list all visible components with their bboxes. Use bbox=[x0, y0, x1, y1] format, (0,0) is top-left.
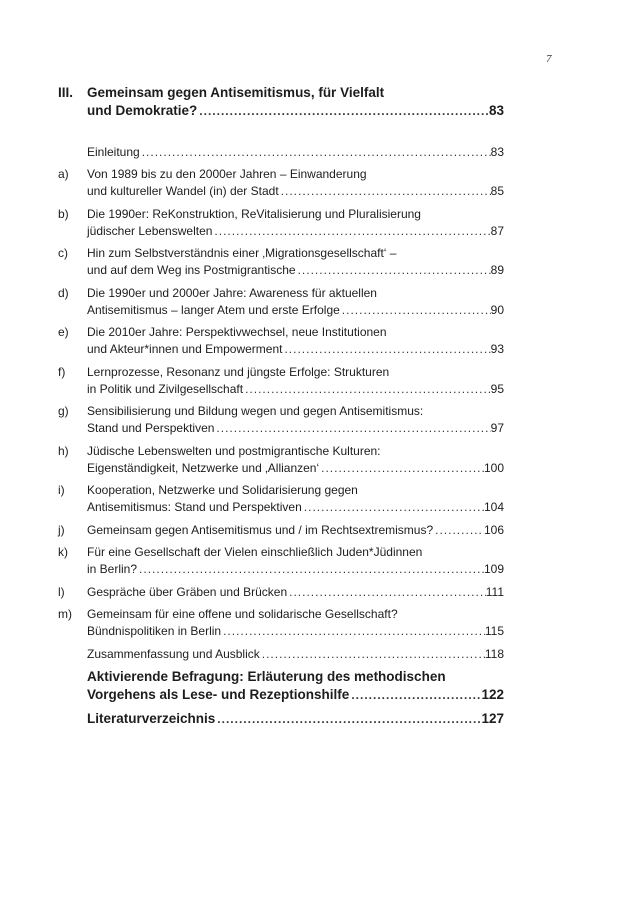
toc-page-number: 93 bbox=[490, 342, 504, 356]
toc-entry[interactable] bbox=[58, 324, 504, 358]
leader-dots bbox=[243, 381, 491, 398]
toc-entry-title: Gemeinsam gegen Antisemitismus und / im Rechtsextremismus? bbox=[87, 522, 434, 537]
toc-entry-title: in Politik und Zivilgesellschaft bbox=[87, 381, 244, 396]
toc-entry-title-line bbox=[87, 561, 504, 578]
toc-entry-title: Bündnispolitiken in Berlin bbox=[87, 624, 222, 638]
toc-page-number: 90 bbox=[490, 302, 504, 317]
toc-entry-marker: b) bbox=[58, 206, 69, 221]
toc-entry-title: Stand und Perspektiven bbox=[87, 421, 215, 435]
toc-entry-title: Die 2010er Jahre: Perspektivwechsel, neue Institutionen bbox=[87, 325, 387, 339]
toc-entry-title-line bbox=[87, 686, 504, 704]
toc-entry-line bbox=[58, 84, 504, 102]
leader-dots bbox=[215, 710, 481, 728]
toc-entry-line bbox=[58, 262, 504, 279]
toc-entry-line bbox=[58, 144, 504, 161]
toc-entry-line bbox=[58, 482, 504, 499]
toc-page-number: 109 bbox=[483, 562, 504, 576]
toc-entry-title-line bbox=[87, 381, 504, 398]
toc-entry-line bbox=[58, 403, 504, 420]
toc-entry-title: Die 1990er: ReKonstruktion, ReVitalisierung und Pluralisierung bbox=[87, 206, 421, 221]
toc-entry-marker: k) bbox=[58, 545, 68, 559]
leader-dots bbox=[349, 686, 481, 704]
leader-dots bbox=[340, 302, 491, 319]
leader-dots bbox=[137, 561, 484, 578]
toc-entry[interactable] bbox=[58, 482, 504, 516]
toc-entry-title: und Akteur*innen und Empowerment bbox=[87, 342, 283, 356]
toc-entry-title: Aktivierende Befragung: Erläuterung des methodischen bbox=[87, 669, 446, 684]
toc-entry[interactable] bbox=[58, 646, 504, 663]
toc-entry-line bbox=[58, 381, 504, 398]
leader-dots bbox=[319, 460, 484, 477]
toc-page-number: 118 bbox=[484, 646, 504, 661]
leader-dots bbox=[212, 223, 490, 240]
leader-dots bbox=[287, 584, 486, 601]
toc-entry-marker: a) bbox=[58, 167, 69, 181]
toc-page-number: 111 bbox=[485, 584, 504, 599]
toc-entry[interactable] bbox=[58, 245, 504, 279]
toc-entry-line bbox=[58, 302, 504, 319]
toc-entry-title-line bbox=[87, 499, 504, 516]
leader-dots bbox=[221, 623, 485, 640]
toc-entry-line bbox=[58, 606, 504, 623]
toc-page-number: 100 bbox=[483, 460, 504, 475]
toc-entry-title-line bbox=[87, 144, 504, 161]
toc-entry-marker: c) bbox=[58, 246, 68, 260]
toc-page-number: 83 bbox=[490, 145, 504, 159]
toc-entry-title: Einleitung bbox=[87, 145, 140, 159]
toc-entry[interactable] bbox=[58, 403, 504, 437]
toc-entry-line bbox=[58, 710, 504, 728]
toc-page-number: 89 bbox=[490, 263, 504, 277]
toc-entry-title: Für eine Gesellschaft der Vielen einschließlich Juden*Jüdinnen bbox=[87, 545, 423, 559]
toc-entry-title: und Demokratie? bbox=[87, 103, 198, 118]
toc-entry-title: Literaturverzeichnis bbox=[87, 710, 216, 726]
toc-entry-marker: l) bbox=[58, 584, 65, 599]
toc-entry-line bbox=[58, 686, 504, 704]
toc-entry-title-line bbox=[87, 584, 504, 601]
toc-entry-line bbox=[58, 561, 504, 578]
toc-entry-line bbox=[58, 623, 504, 640]
toc-entry[interactable] bbox=[58, 364, 504, 398]
toc-entry[interactable] bbox=[58, 668, 504, 704]
toc-spacer bbox=[58, 120, 504, 144]
toc-page-number: 87 bbox=[490, 223, 504, 238]
toc-entry-line bbox=[58, 223, 504, 240]
toc-entry-title: Gespräche über Gräben und Brücken bbox=[87, 584, 288, 599]
toc-page-number: 127 bbox=[481, 710, 504, 726]
toc-page-number: 115 bbox=[484, 624, 504, 638]
toc-entry-line bbox=[58, 420, 504, 437]
toc-page-number: 95 bbox=[490, 381, 504, 396]
toc-entry-line bbox=[58, 102, 504, 120]
toc-entry-title: Zusammenfassung und Ausblick bbox=[87, 646, 260, 661]
toc-entry-line bbox=[58, 245, 504, 262]
toc-entry-line bbox=[58, 499, 504, 516]
toc-entry[interactable] bbox=[58, 710, 504, 728]
toc-entry[interactable] bbox=[58, 544, 504, 578]
toc-entry[interactable] bbox=[58, 606, 504, 640]
leader-dots bbox=[282, 341, 490, 358]
page-number: 7 bbox=[546, 53, 552, 65]
toc-page-number: 85 bbox=[490, 184, 504, 198]
toc-entry-title-line bbox=[87, 710, 504, 728]
toc-entry-line bbox=[58, 285, 504, 302]
toc-entry-title: und auf dem Weg ins Postmigrantische bbox=[87, 263, 296, 277]
toc-entry-marker: i) bbox=[58, 483, 65, 497]
toc-entry-title: Sensibilisierung und Bildung wegen und gegen Antisemitismus: bbox=[87, 404, 424, 418]
toc-entry-marker: f) bbox=[58, 364, 66, 379]
toc-page-number: 122 bbox=[481, 687, 504, 702]
table-of-contents bbox=[58, 84, 504, 728]
toc-entry-title-line bbox=[87, 420, 504, 437]
toc-entry-title: Eigenständigkeit, Netzwerke und ‚Allianzen‘ bbox=[87, 460, 320, 475]
toc-entry-line bbox=[58, 668, 504, 686]
toc-entry-title: Jüdische Lebenswelten und postmigrantische Kulturen: bbox=[87, 443, 381, 458]
toc-entry-title-line bbox=[87, 102, 504, 120]
toc-page-number: 104 bbox=[483, 500, 504, 514]
toc-entry-title: Gemeinsam gegen Antisemitismus, für Vielfalt bbox=[87, 85, 385, 100]
leader-dots bbox=[296, 262, 491, 279]
toc-entry[interactable] bbox=[58, 166, 504, 200]
toc-entry-line bbox=[58, 443, 504, 460]
toc-entry-title: Die 1990er und 2000er Jahre: Awareness für aktuellen bbox=[87, 285, 377, 300]
toc-entry[interactable] bbox=[58, 84, 504, 120]
toc-entry-marker: h) bbox=[58, 443, 69, 458]
toc-entry[interactable] bbox=[58, 285, 504, 319]
toc-entry[interactable] bbox=[58, 206, 504, 240]
toc-page-number: 83 bbox=[488, 103, 504, 118]
toc-page-number: 97 bbox=[490, 421, 504, 435]
toc-entry-line bbox=[58, 522, 504, 539]
toc-page-number: 106 bbox=[483, 522, 504, 537]
toc-entry-title-line bbox=[87, 522, 504, 539]
toc-entry-title-line bbox=[87, 623, 504, 640]
leader-dots bbox=[140, 144, 491, 161]
toc-entry-marker: g) bbox=[58, 404, 69, 418]
toc-entry-title: Antisemitismus – langer Atem und erste Erfolge bbox=[87, 302, 340, 317]
toc-entry-line bbox=[58, 460, 504, 477]
toc-entry-title-line bbox=[87, 341, 504, 358]
toc-entry-line bbox=[58, 183, 504, 200]
toc-entry-marker: m) bbox=[58, 607, 72, 621]
toc-entry-marker: j) bbox=[58, 522, 65, 537]
toc-entry-title: Antisemitismus: Stand und Perspektiven bbox=[87, 500, 302, 514]
toc-entry-title-line bbox=[87, 183, 504, 200]
toc-entry-title-line bbox=[87, 262, 504, 279]
toc-entry-title: Gemeinsam für eine offene und solidarische Gesellschaft? bbox=[87, 607, 398, 621]
toc-entry-line bbox=[58, 364, 504, 381]
toc-entry-line bbox=[58, 584, 504, 601]
toc-entry-title: und kultureller Wandel (in) der Stadt bbox=[87, 184, 279, 198]
toc-entry-title: Hin zum Selbstverständnis einer ‚Migrationsgesellschaft‘ – bbox=[87, 246, 397, 260]
toc-entry[interactable] bbox=[58, 144, 504, 161]
toc-entry-line bbox=[58, 544, 504, 561]
toc-entry-line bbox=[58, 324, 504, 341]
toc-entry-line bbox=[58, 646, 504, 663]
leader-dots bbox=[279, 183, 491, 200]
toc-entry-marker: d) bbox=[58, 285, 69, 300]
toc-entry-title: in Berlin? bbox=[87, 562, 138, 576]
leader-dots bbox=[433, 522, 484, 539]
toc-entry-title-line bbox=[87, 460, 504, 477]
toc-entry-title-line bbox=[87, 646, 504, 663]
leader-dots bbox=[260, 646, 485, 663]
toc-entry-title: Kooperation, Netzwerke und Solidarisierung gegen bbox=[87, 483, 358, 497]
toc-entry-line bbox=[58, 206, 504, 223]
leader-dots bbox=[302, 499, 484, 516]
leader-dots bbox=[197, 102, 489, 120]
toc-entry[interactable] bbox=[58, 522, 504, 539]
toc-entry-title: Lernprozesse, Resonanz und jüngste Erfolge: Strukturen bbox=[87, 364, 390, 379]
toc-entry-title: Vorgehens als Lese- und Rezeptionshilfe bbox=[87, 687, 350, 702]
toc-entry[interactable] bbox=[58, 584, 504, 601]
toc-entry-title-line bbox=[87, 223, 504, 240]
toc-entry-title: Von 1989 bis zu den 2000er Jahren – Einwanderung bbox=[87, 167, 367, 181]
toc-entry-marker: e) bbox=[58, 325, 69, 339]
toc-entry-title-line bbox=[87, 302, 504, 319]
leader-dots bbox=[214, 420, 490, 437]
toc-entry-line bbox=[58, 166, 504, 183]
toc-entry-line bbox=[58, 341, 504, 358]
toc-entry[interactable] bbox=[58, 443, 504, 477]
toc-entry-title: jüdischer Lebenswelten bbox=[87, 223, 213, 238]
toc-entry-marker: III. bbox=[58, 85, 74, 100]
